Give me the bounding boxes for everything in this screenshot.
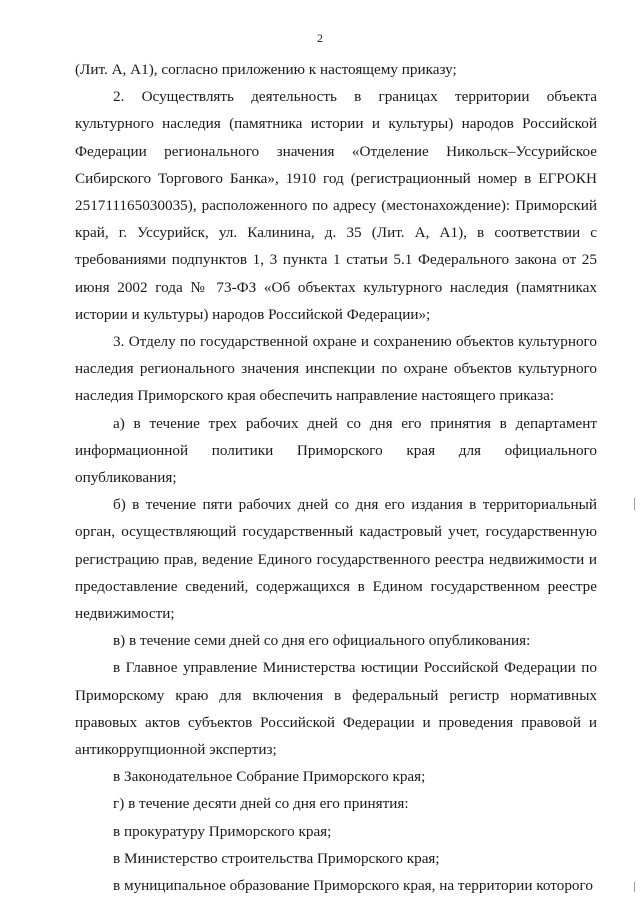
- paragraph-item-2: 2. Осуществлять деятельность в границах территории объекта культурного наследия (памятника истории и культуры) народов Российской Федерации регионального значения «Отделение Никольск–Уссурийское Сибирского Торгового Банка», 1910 год (регистрационный номер в ЕГРОКН 251711165030035), расположенного по адресу (местонахождение): Приморский край, г. Уссурийск, ул. Калинина, д. 35 (Лит. А, А1), в соответствии с требованиями подпунктов 1, 3 пункта 1 статьи 5.1 Федерального закона от 25 июня 2002 года № 73-ФЗ «Об объектах культурного наследия (памятниках истории и культуры) народов Российской Федерации»;: [75, 88, 597, 323]
- paragraph-prosecutor: в прокуратуру Приморского края;: [113, 822, 332, 840]
- paragraph-item-3g: г) в течение десяти дней со дня его принятия:: [113, 795, 409, 813]
- paragraph-item-3a: а) в течение трех рабочих дней со дня его принятия в департамент информационной политики Приморского края для официального опубликования;: [75, 414, 597, 487]
- paragraph-item-3v: в) в течение семи дней со дня его официального опубликования:: [113, 632, 531, 650]
- scan-edge-mark: [634, 882, 635, 892]
- paragraph-legislative-assembly: в Законодательное Собрание Приморского края;: [113, 768, 426, 786]
- scan-edge-mark: [634, 498, 635, 510]
- paragraph-item-3: 3. Отделу по государственной охране и сохранению объектов культурного наследия регионального значения инспекции по охране объектов культурного наследия Приморского края обеспечить направление настоящего приказа:: [75, 333, 597, 405]
- paragraph-lit-a-a1: (Лит. А, А1), согласно приложению к настоящему приказу;: [75, 61, 457, 78]
- page-number: 2: [317, 31, 323, 45]
- paragraph-ministry-of-construction: в Министерство строительства Приморского края;: [113, 849, 440, 867]
- paragraph-municipality: в муниципальное образование Приморского края, на территории которого: [113, 877, 593, 895]
- paragraph-item-3b: б) в течение пяти рабочих дней со дня его издания в территориальный орган, осуществляющий государственный кадастровый учет, государственную регистрацию прав, ведение Единого государственного реестра недвижимости и предоставление сведений, содержащихся в Едином государственном реестре недвижимости;: [75, 496, 597, 623]
- paragraph-ministry-of-justice: в Главное управление Министерства юстиции Российской Федерации по Приморскому краю для включения в федеральный регистр нормативных правовых актов субъектов Российской Федерации и проведения правовой и антикоррупционной экспертиз;: [75, 659, 597, 759]
- document-body: [75, 56, 597, 899]
